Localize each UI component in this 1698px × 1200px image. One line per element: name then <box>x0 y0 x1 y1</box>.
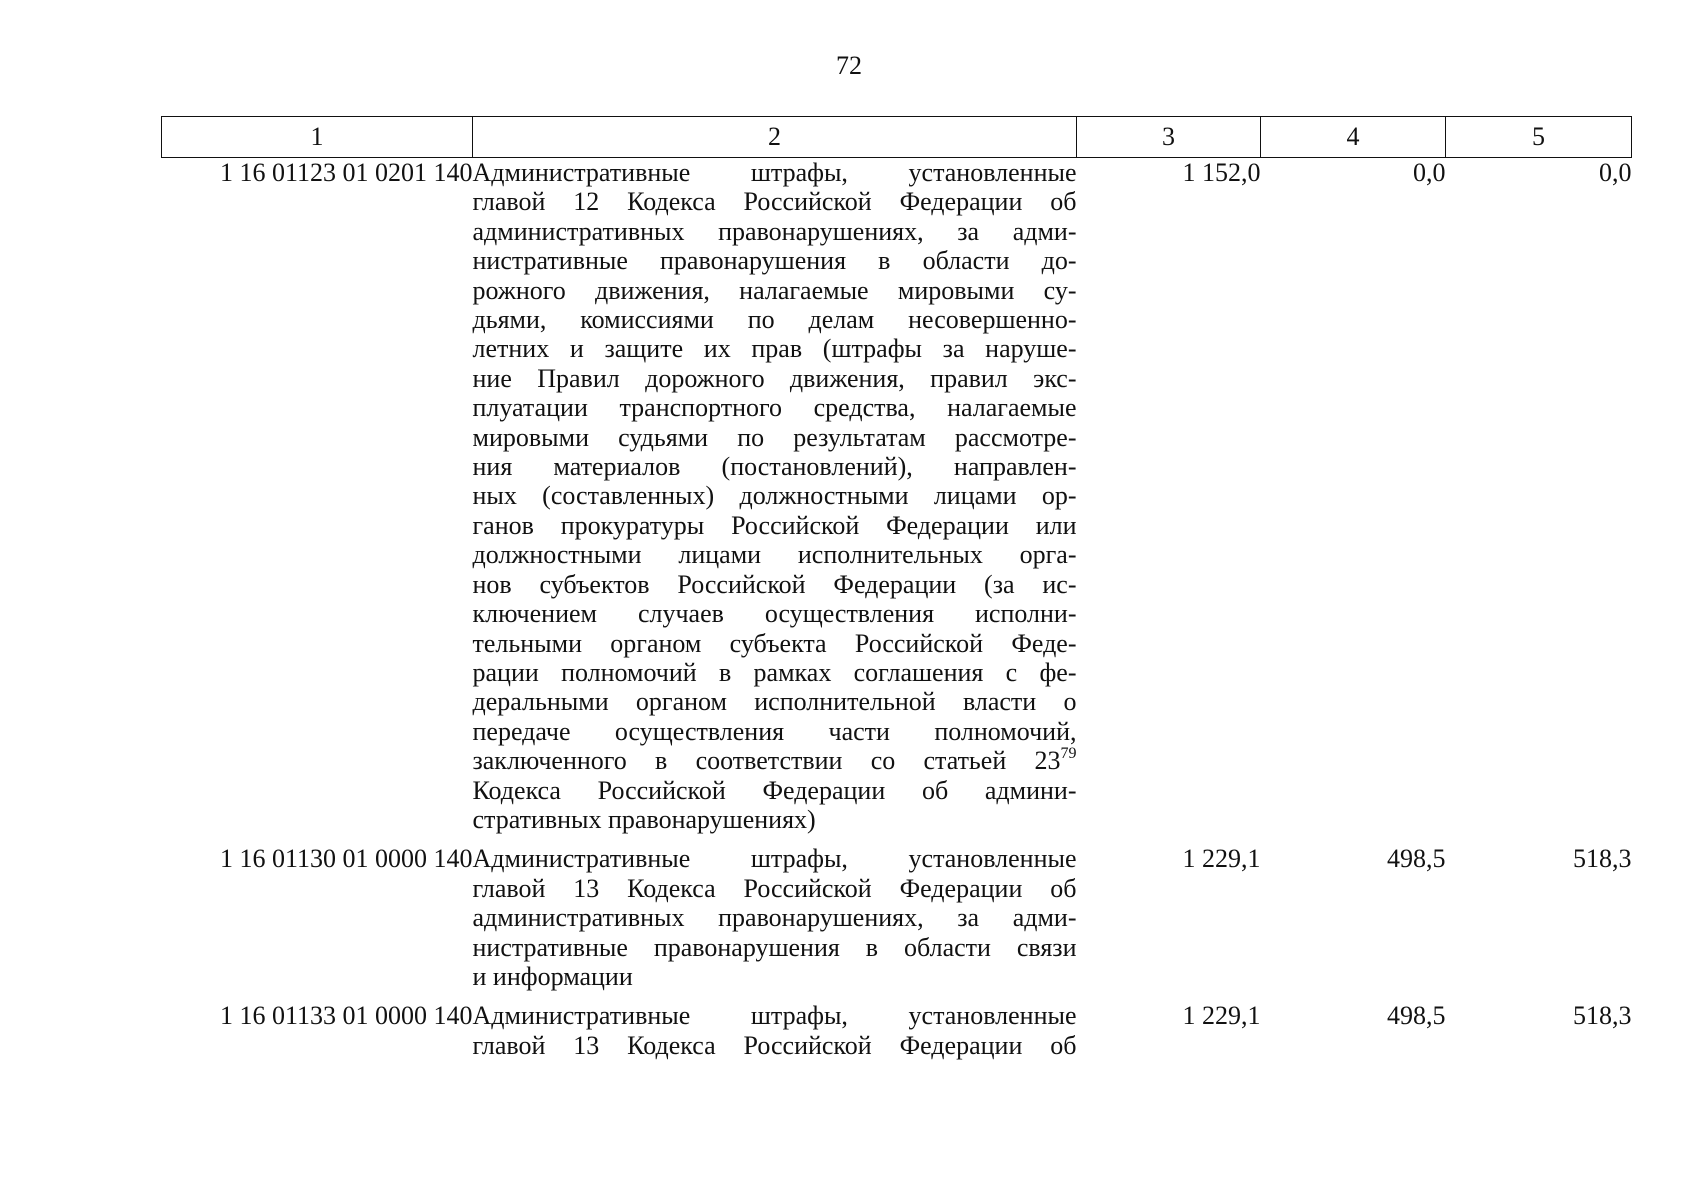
income-description <box>473 1001 1077 1070</box>
amount-cell-3: 1 229,1 <box>1182 844 1261 874</box>
description-line <box>473 874 1077 903</box>
description-line-text: ключением случаев осуществления исполни- <box>472 599 1077 629</box>
description-line-text: главой 13 Кодекса Российской Федерации об <box>472 1030 1077 1060</box>
description-line <box>473 452 1077 481</box>
description-line <box>473 687 1077 716</box>
header-row <box>162 117 1632 158</box>
classification-code: 1 16 01130 01 0000 140 <box>219 844 473 874</box>
description-line <box>473 746 1077 775</box>
description-line-text: тельными органом субъекта Российской Феде- <box>472 628 1077 658</box>
amount-cell-4: 0,0 <box>1413 158 1446 187</box>
description-line-text: передаче осуществления части полномочий, <box>472 716 1077 746</box>
header-cell-1: 1 <box>162 117 473 158</box>
description-line-text: ных (составленных) должностными лицами ор- <box>472 481 1077 511</box>
table-body <box>162 158 1632 1071</box>
description-line <box>473 540 1077 569</box>
header-cell-5: 5 <box>1446 117 1632 158</box>
description-line-text: ние Правил дорожного движения, правил экс- <box>472 363 1077 393</box>
description-line <box>473 334 1077 363</box>
income-description <box>473 844 1077 1001</box>
description-line <box>473 276 1077 305</box>
description-line <box>473 217 1077 246</box>
description-line <box>473 481 1077 510</box>
amount-cell-3: 1 229,1 <box>1182 1001 1261 1031</box>
classification-code: 1 16 01133 01 0000 140 <box>219 1001 473 1031</box>
classification-code: 1 16 01123 01 0201 140 <box>219 158 473 187</box>
table-header <box>162 117 1632 158</box>
description-line <box>473 629 1077 658</box>
amount-cell-4: 498,5 <box>1387 844 1446 874</box>
description-line-text: рожного движения, налагаемые мировыми су- <box>472 275 1077 305</box>
description-line-text: и информации <box>472 961 633 991</box>
header-cell-4: 4 <box>1261 117 1446 158</box>
description-line <box>473 393 1077 422</box>
description-line-text: должностными лицами исполнительных орга- <box>472 540 1077 570</box>
header-cell-3: 3 <box>1077 117 1261 158</box>
description-line <box>473 423 1077 452</box>
income-description <box>473 158 1077 845</box>
description-line-text: заключенного в соответствии со статьей 23 <box>472 746 1061 776</box>
description-line-text: Административные штрафы, установленные <box>472 844 1077 874</box>
description-line <box>473 158 1077 187</box>
description-line <box>473 903 1077 932</box>
description-line-text: Административные штрафы, установленные <box>472 158 1077 187</box>
description-line <box>473 1001 1077 1030</box>
page-number <box>0 52 1698 80</box>
description-line-text: Кодекса Российской Федерации об админи- <box>472 775 1077 805</box>
description-line-text: рации полномочий в рамках соглашения с фе- <box>472 657 1077 687</box>
description-line-text: административных правонарушениях, за адми- <box>472 216 1077 246</box>
description-line <box>473 962 1077 991</box>
amount-cell-3: 1 152,0 <box>1182 158 1261 187</box>
table-row <box>162 158 1632 845</box>
description-line-text: деральными органом исполнительной власти о <box>472 687 1077 717</box>
description-line <box>473 776 1077 805</box>
description-line <box>473 511 1077 540</box>
description-line-text: нов субъектов Российской Федерации (за ис- <box>472 569 1077 599</box>
budget-table <box>161 116 1632 1070</box>
description-line-text: Административные штрафы, установленные <box>472 1001 1077 1031</box>
description-line <box>473 599 1077 628</box>
header-cell-2: 2 <box>473 117 1077 158</box>
description-line <box>473 933 1077 962</box>
description-line-text: нистративные правонарушения в области до- <box>472 246 1077 276</box>
page-number-text: 72 <box>836 51 862 80</box>
amount-cell-5: 0,0 <box>1599 158 1632 187</box>
description-line-text: дьями, комиссиями по делам несовершенно- <box>472 305 1077 335</box>
description-line-text: летних и защите их прав (штрафы за наруше- <box>472 334 1077 364</box>
description-line <box>473 1031 1077 1060</box>
amount-cell-4: 498,5 <box>1387 1001 1446 1031</box>
description-line <box>473 246 1077 275</box>
description-line-text: плуатации транспортного средства, налагаемые <box>472 393 1077 423</box>
description-line <box>473 364 1077 393</box>
table-row <box>162 844 1632 1001</box>
description-line-text: главой 13 Кодекса Российской Федерации об <box>472 873 1077 903</box>
description-line-text: ния материалов (постановлений), направлен- <box>472 452 1077 482</box>
description-line-text: административных правонарушениях, за адми- <box>472 903 1077 933</box>
article-superscript: 79 <box>1060 744 1077 762</box>
description-line-text: мировыми судьями по результатам рассмотре- <box>472 422 1077 452</box>
description-line <box>473 805 1077 834</box>
amount-cell-5: 518,3 <box>1573 1001 1632 1031</box>
amount-cell-5: 518,3 <box>1573 844 1632 874</box>
description-line <box>473 187 1077 216</box>
description-line-text: главой 12 Кодекса Российской Федерации об <box>472 187 1077 217</box>
description-line <box>473 717 1077 746</box>
description-line <box>473 305 1077 334</box>
description-line <box>473 570 1077 599</box>
table-row <box>162 1001 1632 1070</box>
description-line <box>473 844 1077 873</box>
description-line <box>473 658 1077 687</box>
description-line-text: ганов прокуратуры Российской Федерации или <box>472 510 1077 540</box>
description-line-text: стративных правонарушениях) <box>472 804 816 834</box>
description-line-text: нистративные правонарушения в области связи <box>472 932 1077 962</box>
